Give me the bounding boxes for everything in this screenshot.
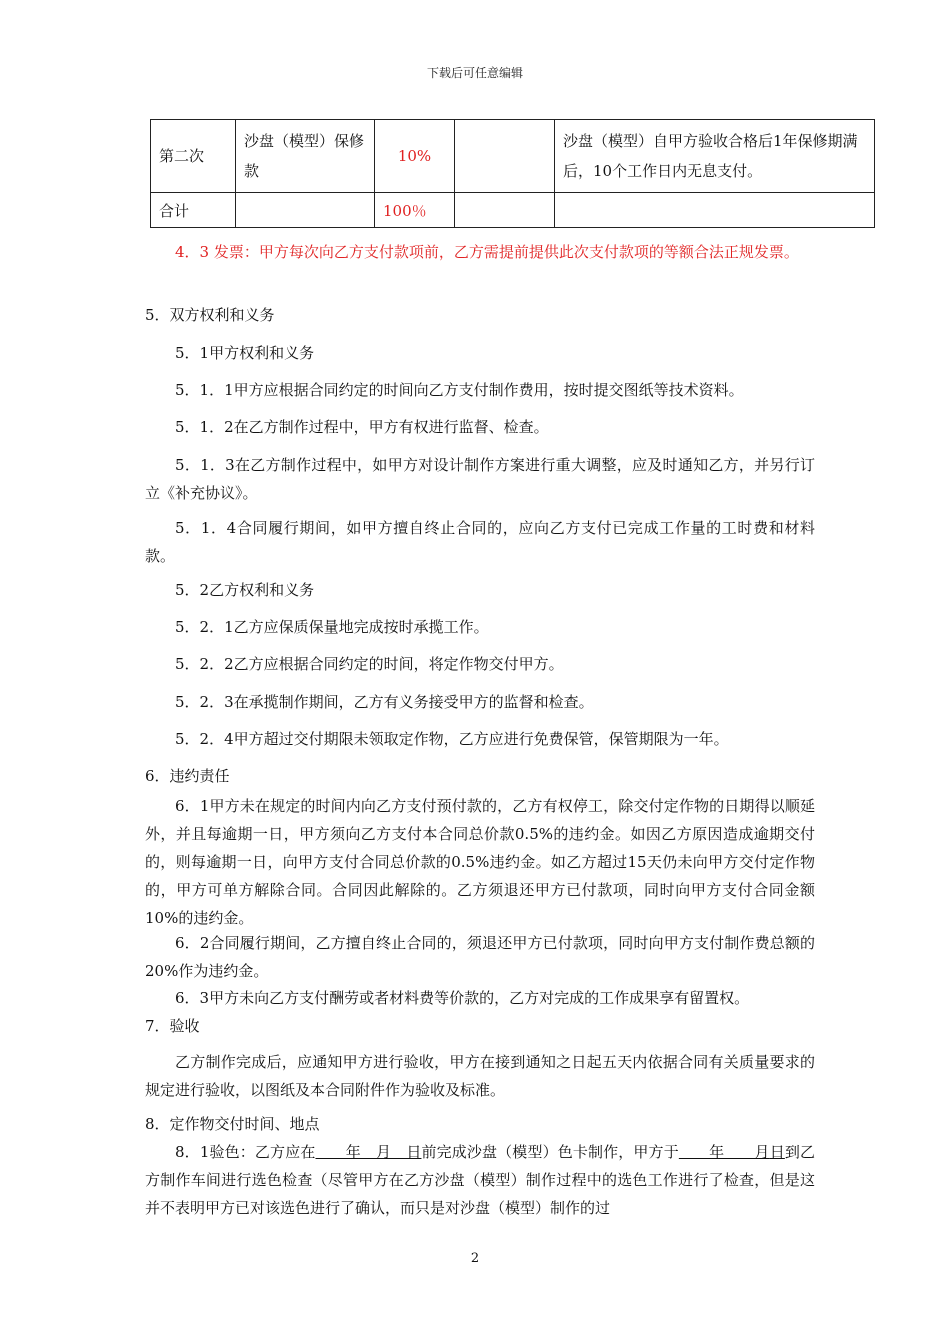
clause-6-2: 6．2合同履行期间，乙方擅自终止合同的，须退还甲方已付款项，同时向甲方支付制作费总额的20%作为违约金。 [145, 934, 815, 980]
section-5-2-title: 5．2乙方权利和义务 [175, 581, 315, 599]
clause-8-1-text-a: 8．1验色：乙方应在 [175, 1143, 316, 1161]
clause-5-2-2: 5．2．2乙方应根据合同约定的时间，将定作物交付甲方。 [175, 655, 564, 673]
clause-5-2-1: 5．2．1乙方应保质保量地完成按时承揽工作。 [175, 618, 489, 636]
section-7-title: 7．验收 [145, 1017, 200, 1035]
table-cell: 10% [375, 120, 455, 193]
date-blank-3: 日 [769, 1143, 785, 1161]
clause-5-1-1: 5．1．1甲方应根据合同约定的时间向乙方支付制作费用，按时提交图纸等技术资料。 [175, 381, 744, 399]
date-blank-1: 年 月 日 [315, 1143, 422, 1161]
clause-8-1-text-b: 前完成沙盘（模型）色卡制作，甲方于 [421, 1143, 679, 1161]
table-cell: 合计 [151, 193, 236, 228]
table-cell [455, 120, 555, 193]
table-cell: 100％ [375, 193, 455, 228]
table-row [151, 120, 875, 193]
clause-4-3-block [145, 238, 815, 266]
table-cell: 第二次 [151, 120, 236, 193]
table-row [151, 193, 875, 228]
section-5-title: 5．双方权利和义务 [145, 306, 275, 324]
section-8-title: 8．定作物交付时间、地点 [145, 1115, 320, 1133]
clause-8-1-text-c: 到乙方制作车间进行选色检查（尽管甲方在乙方沙盘（模型）制作过程中的选色工作进行了检查，但是这并不表明甲方已对该选色进行了确认，而只是对沙盘（模型）制作的过 [145, 1143, 815, 1217]
clause-5-1-3: 5．1．3在乙方制作过程中，如甲方对设计制作方案进行重大调整，应及时通知乙方，并另行订立《补充协议》。 [145, 456, 815, 502]
table-cell [555, 193, 875, 228]
table-cell [236, 193, 375, 228]
date-blank-2: 年 月 [678, 1143, 770, 1161]
table-cell [455, 193, 555, 228]
payment-table [150, 119, 875, 228]
table-cell: 沙盘（模型）自甲方验收合格后1年保修期满后，10个工作日内无息支付。 [555, 120, 875, 193]
clause-5-2-3: 5．2．3在承揽制作期间，乙方有义务接受甲方的监督和检查。 [175, 693, 594, 711]
page-header: 下载后可任意编辑 [426, 66, 523, 80]
clause-6-3: 6．3甲方未向乙方支付酬劳或者材料费等价款的，乙方对完成的工作成果享有留置权。 [175, 989, 750, 1007]
clause-5-1-4: 5．1．4合同履行期间，如甲方擅自终止合同的，应向乙方支付已完成工作量的工时费和材料款。 [145, 519, 815, 565]
section-5-1-title: 5．1甲方权利和义务 [175, 344, 315, 362]
clause-6-1: 6．1甲方未在规定的时间内向乙方支付预付款的，乙方有权停工，除交付定作物的日期得以顺延外，并且每逾期一日，甲方须向乙方支付本合同总价款0.5%的违约金。如因乙方原因造成逾期交付的，则每逾期一日，向甲方支付合同总价款的0.5%违约金。如乙方超过15天仍未向甲方交付定作物的，甲方可单方解除合同。合同因此解除的。乙方须退还甲方已付款项，同时向甲方支付合同金额10%的违约金。 [145, 797, 815, 927]
page-number: 2 [470, 1251, 480, 1266]
clause-7-body: 乙方制作完成后，应通知甲方进行验收，甲方在接到通知之日起五天内依据合同有关质量要求的规定进行验收，以图纸及本合同附件作为验收及标准。 [145, 1053, 815, 1099]
table-cell: 沙盘（模型）保修款 [236, 120, 375, 193]
clause-5-2-4: 5．2．4甲方超过交付期限未领取定作物，乙方应进行免费保管，保管期限为一年。 [175, 730, 729, 748]
clause-4-3: 4．3 发票：甲方每次向乙方支付款项前，乙方需提前提供此次支付款项的等额合法正规发票。 [175, 243, 799, 261]
section-6-title: 6．违约责任 [145, 767, 230, 785]
clause-8-1 [145, 1138, 815, 1222]
clause-5-1-2: 5．1．2在乙方制作过程中，甲方有权进行监督、检查。 [175, 418, 549, 436]
